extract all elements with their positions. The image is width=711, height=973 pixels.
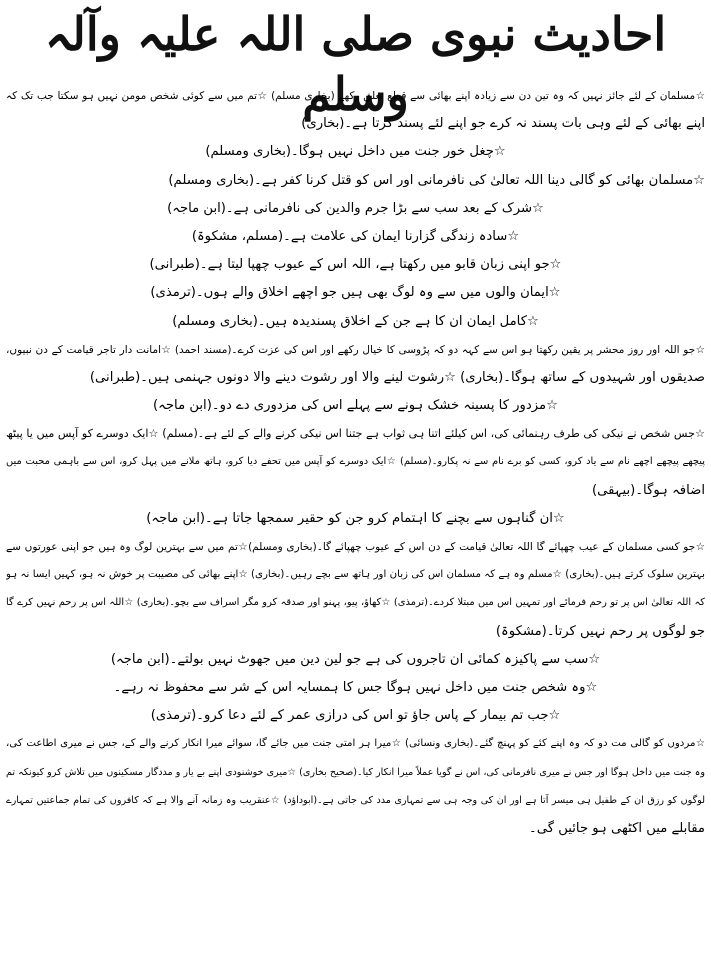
hadith-line: وہ جنت میں داخل ہوگا اور جس نے میری نافرمانی کی، اس نے گویا عملاً میرا انکار کیا۔(صحیح بخاری) ☆میری خوشنودی اپنے بے یار و مددگار مسکینوں میں تلاش کرو کیونکہ تم	[6, 766, 705, 778]
hadith-line: ☆مسلمان بھائی کو گالی دینا اللہ تعالیٰ کی نافرمانی اور اس کو قتل کرنا کفر ہے۔(بخاری ومسلم)	[168, 172, 705, 188]
hadith-line: ☆چغل خور جنت میں داخل نہیں ہوگا۔(بخاری ومسلم)	[205, 144, 506, 160]
hadith-line: ☆جس شخص نے نیکی کی طرف رہنمائی کی، اس کیلئے اتنا ہی ثواب ہے جتنا اس نیکی کرنے والے کے لئے ہے۔(مسلم) ☆ایک دوسرے کو آپس میں یا پیٹھ	[6, 427, 705, 441]
hadith-line: ☆کامل ایمان ان کا ہے جن کے اخلاق پسندیدہ ہیں۔(بخاری ومسلم)	[172, 313, 539, 329]
hadith-line: ☆ایمان والوں میں سے وہ لوگ بھی ہیں جو اچھے اخلاق والے ہوں۔(ترمذی)	[150, 285, 561, 301]
hadith-line: ☆مسلمان کے لئے جائز نہیں کہ وہ تین دن سے زیادہ اپنے بھائی سے قطع تعلق رکھے (بخاری مسلم) ☆تم میں سے کوئی شخص مومن نہیں ہو سکتا جب تک کہ	[6, 90, 705, 102]
hadith-line: ☆جو اللہ اور روز محشر پر یقین رکھتا ہو اس سے کہہ دو کہ پڑوسی کا خیال رکھے اور اس کی عزت کرے۔(مسند احمد) ☆امانت دار تاجر قیامت کے دن نبیوں،	[6, 343, 705, 356]
hadith-line: ☆سب سے پاکیزہ کمائی ان تاجروں کی ہے جو لین دین میں جھوٹ نہیں بولتے۔(ابن ماجہ)	[110, 651, 601, 667]
hadith-line: جو لوگوں پر رحم نہیں کرتا۔(مشکوۃ)	[495, 623, 705, 639]
hadith-line: لوگوں کو رزق ان کے طفیل ہی میسر آتا ہے اور ان کی وجہ ہی سے تمہاری مدد کی جاتی ہے۔(ابوداؤد) ☆عنقریب وہ زمانہ آنے والا ہے کہ کافروں کی تمام جماعتیں تمہارے	[6, 794, 705, 806]
hadith-line: ☆مزدور کا پسینہ خشک ہونے سے پہلے اس کی مزدوری دے دو۔(ابن ماجہ)	[153, 398, 558, 414]
hadith-line: ☆جب تم بیمار کے پاس جاؤ تو اس کی درازی عمر کے لئے دعا کرو۔(ترمذی)	[150, 708, 561, 724]
hadith-line: ☆جو اپنی زبان قابو میں رکھتا ہے، اللہ اس کے عیوب چھپا لیتا ہے۔(طبرانی)	[149, 257, 562, 273]
page-title: احادیث نبوی صلی اللہ علیہ وآلہ وسلم	[44, 7, 667, 121]
hadith-line: ☆وہ شخص جنت میں داخل نہیں ہوگا جس کا ہمسایہ اس کے شر سے محفوظ نہ رہے۔	[113, 679, 598, 695]
hadith-line: پیچھے پیچھے اچھے نام سے یاد کرو، کسی کو برے نام سے نہ پکارو۔(مسلم) ☆ایک دوسرے کو آپس میں تحفے دیا کرو، ہاتھ ملانے میں پہل کرو، اس سے باہمی محبت میں	[6, 456, 705, 468]
hadith-line: کہ اللہ تعالیٰ اس پر تو رحم فرمائے اور تمہیں اس میں مبتلا کردے۔(ترمذی) ☆کھاؤ، پیو، پہنو اور صدقہ کرو مگر اسراف سے بچو۔(بخاری) ☆اللہ اس پر رحم نہیں کرے گا	[6, 597, 705, 609]
hadith-list	[0, 82, 711, 843]
hadith-line: ☆شرک کے بعد سب سے بڑا جرم والدین کی نافرمانی ہے۔(ابن ماجہ)	[167, 200, 544, 216]
hadith-line: بہترین سلوک کرتے ہیں۔(بخاری) ☆مسلم وہ ہے کہ مسلمان اس کی زبان اور ہاتھ سے بچے رہیں۔(بخاری) ☆اپنے بھائی کی مصیبت پر خوش نہ ہو، کہیں ایسا نہ ہو	[6, 569, 705, 581]
hadith-line: مقابلے میں اکٹھی ہو جائیں گی۔	[529, 820, 705, 836]
hadith-line: ☆سادہ زندگی گزارنا ایمان کی علامت ہے۔(مسلم، مشکوۃ)	[191, 228, 520, 244]
hadith-line: اپنے بھائی کے لئے وہی بات پسند نہ کرے جو اپنے لئے پسند کرتا ہے۔(بخاری)	[301, 116, 705, 132]
hadith-line: ☆ان گناہوں سے بچنے کا اہتمام کرو جن کو حقیر سمجھا جاتا ہے۔(ابن ماجہ)	[146, 510, 565, 526]
hadith-line: ☆جو کسی مسلمان کے عیب چھپائے گا اللہ تعالیٰ قیامت کے دن اس کے عیوب چھپائے گا۔(بخاری ومسلم)☆تم میں سے بہترین لوگ وہ ہیں جو اپنی عورتوں سے	[6, 541, 705, 553]
hadith-line: اضافہ ہوگا۔(بیہقی)	[592, 482, 705, 498]
hadith-line: صدیقوں اور شہیدوں کے ساتھ ہوگا۔(بخاری) ☆رشوت لینے والا اور رشوت دینے والا دونوں جہنمی ہیں۔(طبرانی)	[89, 369, 705, 385]
hadith-line: ☆مردوں کو گالی مت دو کہ وہ اپنے کئے کو پہنچ گئے۔(بخاری ونسائی) ☆میرا ہر امتی جنت میں جائے گا، سوائے میرا انکار کرنے والے کے، جس نے میری اطاعت کی،	[6, 738, 705, 750]
